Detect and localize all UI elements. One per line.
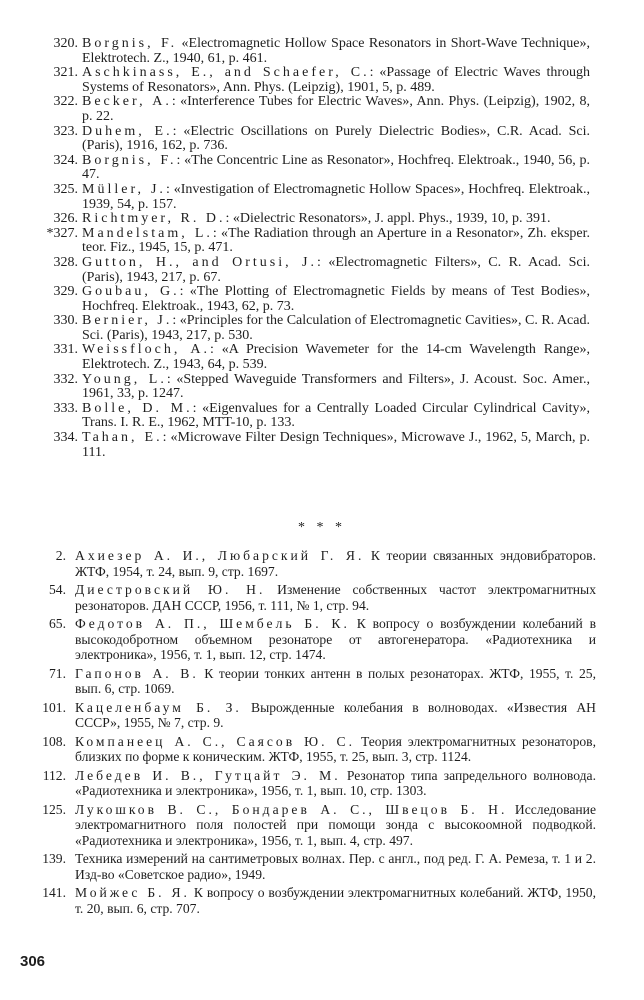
reference-body: К вопросу о возбуждении колебаний в высокодобротном объемном резонаторе от автогенератора. «Радиотехника и электроника», 1956, т. 1, вып. 12, стр. 1474. <box>75 616 596 662</box>
reference-authors: Gutton, H., and Ortusi, J. <box>82 254 317 270</box>
reference-entry <box>0 212 644 227</box>
reference-text <box>82 125 590 154</box>
reference-entry <box>0 885 644 916</box>
reference-number: 332. <box>53 371 78 387</box>
reference-authors: Müller, J. <box>82 181 166 197</box>
reference-body: : «The Concentric Line as Resonator», Hochfreq. Elektroak., 1940, 56, p. 47. <box>82 152 591 183</box>
reference-body: К теории связанных эндовибраторов. ЖТФ, 1954, т. 24, вып. 9, стр. 1697. <box>75 548 596 579</box>
reference-body: : «Passage of Electric Waves through Systems of Resonators», Ann. Phys. (Leipzig), 1901, 5, p. 489. <box>82 65 591 95</box>
reference-entry <box>0 851 644 882</box>
page-number: 306 <box>20 953 46 970</box>
reference-text <box>82 285 590 314</box>
reference-authors: Becker, A. <box>82 94 172 110</box>
reference-authors: Duhem, E. <box>82 123 173 139</box>
reference-number: 328. <box>53 254 78 270</box>
reference-text <box>75 851 596 882</box>
reference-body: : «Stepped Waveguide Transformers and Filters», J. Acoust. Soc. Amer., 1961, 33, p. 1247. <box>82 371 590 402</box>
reference-authors: Aschkinass, E., and Schaefer, C. <box>82 65 370 81</box>
reference-authors: Гапонов А. В. <box>75 665 199 681</box>
reference-number: 2. <box>55 548 66 563</box>
separator-stars: * * * <box>298 520 346 535</box>
reference-text <box>82 95 590 124</box>
reference-entry <box>0 95 644 124</box>
reference-number: 320. <box>53 36 78 51</box>
reference-entry <box>0 616 644 663</box>
reference-authors: Мойжес Б. Я. <box>75 885 190 900</box>
reference-authors: Федотов А. П., Шембель Б. К. <box>75 616 350 631</box>
reference-text <box>82 212 590 227</box>
reference-number: 333. <box>53 400 78 416</box>
reference-number: 334. <box>53 430 78 446</box>
reference-entry <box>0 548 644 579</box>
reference-entry <box>0 802 644 849</box>
reference-entry <box>0 256 644 285</box>
reference-text <box>82 343 590 372</box>
reference-entry <box>0 734 644 765</box>
reference-text <box>82 256 590 285</box>
reference-authors: Weissfloch, A. <box>82 342 211 358</box>
reference-number: 101. <box>42 699 66 715</box>
reference-authors: Кацеленбаум Б. З. <box>75 699 242 715</box>
reference-authors: Young, L. <box>82 371 167 387</box>
reference-text <box>82 37 590 66</box>
reference-number: 54. <box>49 582 66 597</box>
reference-body: : «Electromagnetic Filters», C. R. Acad. Sci. (Paris), 1943, 217, p. 67. <box>82 254 590 285</box>
reference-authors: Borgnis, F. <box>82 36 178 51</box>
reference-entry <box>0 343 644 372</box>
reference-number: 329. <box>53 284 78 300</box>
reference-body: : «Eigenvalues for a Centrally Loaded Circular Cylindrical Cavity», Trans. I. R. E., 1962, MTT-10, p. 133. <box>82 400 590 431</box>
reference-text <box>75 802 596 849</box>
reference-authors: Ахиезер А. И., Любарский Г. Я. <box>75 548 365 563</box>
reference-text <box>82 227 590 256</box>
reference-number: 323. <box>53 123 78 139</box>
reference-text <box>75 616 596 663</box>
reference-number: 326. <box>53 211 78 227</box>
reference-text <box>75 700 596 731</box>
reference-body: «Electromagnetic Hollow Space Resonators in Short-Wave Technique», Elektrotech. Z., 1940, 61, p. 461. <box>82 36 590 66</box>
reference-authors: Диестровский Ю. Н. <box>75 582 266 597</box>
reference-body: Техника измерений на сантиметровых волнах. Пер. с англ., под ред. Г. А. Ремеза, т. 1 и 2. Изд-во «Советское радио», 1949. <box>75 851 596 882</box>
reference-body: К вопросу о возбуждении электромагнитных колебаний. ЖТФ, 1950, т. 20, вып. 6, стр. 707. <box>75 885 597 916</box>
reference-authors: Goubau, G. <box>82 284 180 300</box>
reference-text <box>75 768 596 799</box>
reference-entry <box>0 37 644 66</box>
reference-body: : «A Precision Wavemeter for the 14-cm Wavelength Range», Elektrotech. Z., 1943, 64, p. 539. <box>82 342 590 373</box>
reference-entry <box>0 154 644 183</box>
reference-entry <box>0 402 644 431</box>
reference-authors: Tahan, E. <box>82 430 163 446</box>
reference-body: : «Interference Tubes for Electric Waves», Ann. Phys. (Leipzig), 1902, 8, p. 22. <box>82 94 591 124</box>
reference-number: 331. <box>53 342 78 358</box>
reference-body: : «Microwave Filter Design Techniques», Microwave J., 1962, 5, March, p. 111. <box>82 430 590 460</box>
reference-body: Вырожденные колебания в волноводах. «Известия АН СССР», 1955, № 7, стр. 9. <box>75 699 596 730</box>
reference-number: 125. <box>42 801 66 817</box>
reference-entry <box>0 666 644 697</box>
reference-body: : «Electric Oscillations on Purely Dielectric Bodies», C.R. Acad. Sci. (Paris), 1916, 162, p. 736. <box>82 123 591 154</box>
reference-entry <box>0 125 644 154</box>
reference-entry <box>0 431 644 460</box>
reference-number: 112. <box>42 767 66 783</box>
reference-text <box>75 885 596 916</box>
reference-number: 325. <box>53 181 78 197</box>
reference-text <box>75 582 596 613</box>
reference-body: Изменение собственных частот электромагнитных резонаторов. ДАН СССР, 1956, т. 111, № 1, стр. 94. <box>75 582 596 613</box>
reference-entry <box>0 66 644 95</box>
reference-entry <box>0 373 644 402</box>
reference-entry <box>0 314 644 343</box>
reference-entry <box>0 700 644 731</box>
reference-authors: Bernier, J. <box>82 313 173 329</box>
latin-reference-list <box>0 37 644 460</box>
reference-authors: Bolle, D. M. <box>82 400 193 416</box>
reference-number: 71. <box>49 665 66 681</box>
cyrillic-reference-list <box>0 548 644 919</box>
reference-body: : «Dielectric Resonators», J. appl. Phys., 1939, 10, p. 391. <box>225 211 551 227</box>
reference-authors: Компанеец А. С., Саясов Ю. С. <box>75 733 355 749</box>
reference-authors: Borgnis, F. <box>82 152 177 168</box>
reference-text <box>75 548 596 579</box>
reference-entry <box>0 768 644 799</box>
reference-entry <box>0 285 644 314</box>
reference-number: 108. <box>42 733 66 749</box>
reference-text <box>82 154 590 183</box>
reference-number: *327. <box>46 225 78 241</box>
reference-text <box>82 431 590 460</box>
reference-body: : «Principles for the Calculation of Electromagnetic Cavities», C. R. Acad. Sci. (Paris), 1943, 217, p. 530. <box>82 313 590 343</box>
reference-text <box>82 373 590 402</box>
reference-authors: Лукошков В. С., Бондарев А. С., Швецов Б. Н. <box>75 801 508 817</box>
reference-number: 321. <box>53 65 78 81</box>
reference-body: Исследование электромагнитного поля полостей при помощи зонда с высокоомной подводкой. «Радиотехника и электроника», 1956, т. 1, вып. 4, стр. 497. <box>75 801 596 848</box>
reference-body: Резонатор типа запредельного волновода. «Радиотехника и электроника», 1956, т. 1, вып. 10, стр. 1303. <box>75 767 596 798</box>
reference-entry <box>0 183 644 212</box>
reference-number: 139. <box>42 851 66 866</box>
reference-text <box>82 183 590 212</box>
reference-number: 65. <box>49 616 66 631</box>
reference-text <box>75 734 596 765</box>
reference-body: Теория электромагнитных резонаторов, близких по форме к коническим. ЖТФ, 1955, т. 25, вып. 3, стр. 1124. <box>75 733 596 764</box>
reference-body: К теории тонких антенн в полых резонаторах. ЖТФ, 1955, т. 25, вып. 6, стр. 1069. <box>75 665 596 696</box>
reference-body: : «The Radiation through an Aperture in a Resonator», Zh. eksper. teor. Fiz., 1945, 15, p. 471. <box>82 225 590 256</box>
reference-entry <box>0 227 644 256</box>
section-separator <box>0 520 644 536</box>
reference-body: : «Investigation of Electromagnetic Hollow Spaces», Hochfreq. Elektroak., 1939, 54, p. 157. <box>82 181 590 212</box>
reference-body: : «The Plotting of Electromagnetic Fields by means of Test Bodies», Hochfreq. Elektroak., 1943, 62, p. 73. <box>82 284 590 314</box>
reference-authors: Richtmyer, R. D. <box>82 211 226 227</box>
reference-number: 330. <box>53 313 78 329</box>
reference-number: 322. <box>53 94 78 110</box>
reference-authors: Mandelstam, L. <box>82 225 213 241</box>
reference-text <box>82 66 590 95</box>
reference-authors: Лебедев И. В., Гутцайт Э. М. <box>75 767 341 783</box>
reference-text <box>82 314 590 343</box>
reference-text <box>82 402 590 431</box>
reference-number: 141. <box>42 885 66 900</box>
reference-entry <box>0 582 644 613</box>
reference-text <box>75 666 596 697</box>
reference-number: 324. <box>53 152 78 168</box>
